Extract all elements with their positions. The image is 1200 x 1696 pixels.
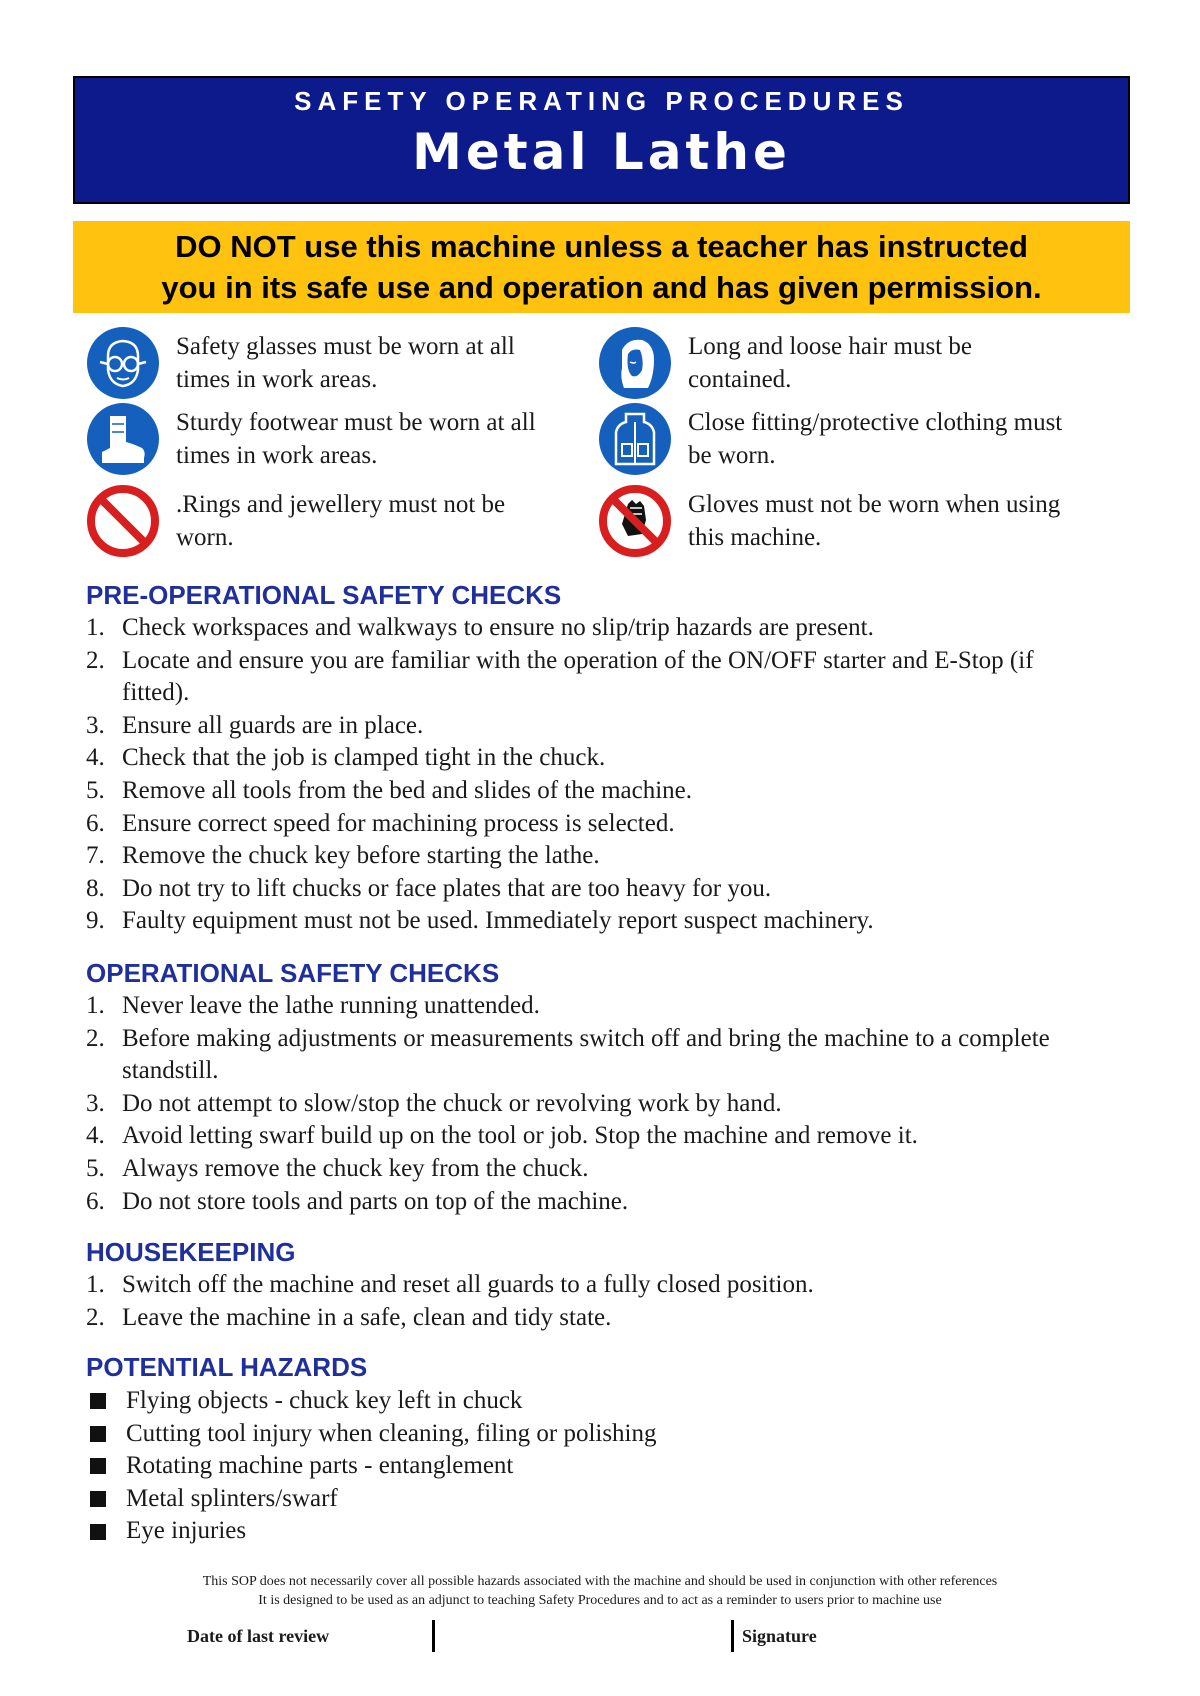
ppe-text: .Rings and jewellery must not be worn. [176,491,506,551]
page-title: Metal Lathe [412,123,791,181]
list-item: Flying objects - chuck key left in chuck [86,1385,1086,1418]
list-item: 8. Do not try to lift chucks or face plates that are too heavy for you. [86,874,772,902]
list-item: 3. Ensure all guards are in place. [86,711,424,739]
list-item: 9. Faulty equipment must not be used. Immediately report suspect machinery. [86,907,874,935]
warning-line-1 [73,226,1130,267]
list-item: Rotating machine parts - entanglement [86,1450,1086,1483]
bullet-icon [90,1426,106,1442]
ppe-text: Close fitting/protective clothing must be worn. [688,409,1063,469]
pre-operational-title: PRE-OPERATIONAL SAFETY CHECKS [86,580,562,610]
bullet-icon [90,1393,106,1409]
ppe-item [86,402,566,476]
list-item: 2. Leave the machine in a safe, clean and tidy state. [86,1303,612,1331]
divider [432,1620,435,1652]
ppe-item [86,484,566,558]
bullet-icon [90,1524,106,1540]
hazards-list [86,1385,1086,1548]
ppe-item [598,402,1078,476]
list-item: 7. Remove the chuck key before starting the lathe. [86,842,600,870]
list-item: Cutting tool injury when cleaning, filing or polishing [86,1418,1086,1451]
bullet-icon [90,1491,106,1507]
warning-line-2: you in its safe use and operation and has given permission. [161,270,1042,305]
list-item: 2. Locate and ensure you are familiar with the operation of the ON/OFF starter and E-Stop (if fitted). [86,646,1034,707]
list-item: 5. Always remove the chuck key from the chuck. [86,1154,589,1182]
divider [731,1620,734,1652]
ppe-requirements [86,326,1126,561]
hazards-title: POTENTIAL HAZARDS [86,1352,368,1382]
date-of-last-review-label: Date of last review [187,1626,330,1646]
ppe-text: Sturdy footwear must be worn at all times in work areas. [176,409,536,469]
disclaimer-line-2: It is designed to be used as an adjunct to teaching Safety Procedures and to act as a reminder to users prior to machine use [258,1593,942,1608]
housekeeping-title: HOUSEKEEPING [86,1237,296,1267]
ppe-item [598,326,1078,400]
list-item: 5. Remove all tools from the bed and slides of the machine. [86,776,692,804]
list-item: 4. Check that the job is clamped tight in the chuck. [86,744,606,772]
list-item: Eye injuries [86,1515,1086,1548]
ppe-text: Long and loose hair must be contained. [688,333,972,393]
disclaimer-line-1: This SOP does not necessarily cover all possible hazards associated with the machine and should be used in conjunction with other references [202,1574,998,1589]
signature-label: Signature [742,1626,817,1646]
safety-glasses-icon [86,326,160,400]
long-hair-icon [598,326,672,400]
ppe-text: Gloves must not be worn when using this machine. [688,491,1061,551]
list-item: 4. Avoid letting swarf build up on the tool or job. Stop the machine and remove it. [86,1122,918,1150]
list-item: 6. Do not store tools and parts on top of the machine. [86,1187,629,1215]
sop-header [73,76,1130,204]
pre-operational-list [86,612,1106,938]
ppe-text: Safety glasses must be worn at all times in work areas. [176,333,515,393]
ppe-item [86,326,566,400]
list-item: Metal splinters/swarf [86,1483,1086,1516]
permission-warning [73,221,1130,313]
footwear-icon [86,402,160,476]
ppe-item [598,484,1078,558]
list-item: 1. Switch off the machine and reset all guards to a fully closed position. [86,1271,814,1298]
warning-line-1-text: use this machine unless a teacher has instructed [295,229,1028,264]
list-item: 6. Ensure correct speed for machining process is selected. [86,809,675,837]
operational-title: OPERATIONAL SAFETY CHECKS [86,958,500,988]
list-item: 3. Do not attempt to slow/stop the chuck or revolving work by hand. [86,1089,782,1117]
operational-list [86,990,1106,1218]
no-jewellery-icon [86,484,160,558]
no-gloves-icon [598,484,672,558]
header-kicker: SAFETY OPERATING PROCEDURES [294,86,909,116]
bullet-icon [90,1458,106,1474]
list-item: 1. Never leave the lathe running unattended. [86,992,540,1019]
review-signature-row [0,1620,1200,1656]
housekeeping-list [86,1269,1106,1334]
list-item: 2. Before making adjustments or measurements switch off and bring the machine to a complete standstill. [86,1024,1050,1085]
protective-clothing-icon [598,402,672,476]
list-item: 1. Check workspaces and walkways to ensure no slip/trip hazards are present. [86,614,874,641]
disclaimer [0,1572,1200,1610]
warning-lead: DO NOT [175,229,296,264]
